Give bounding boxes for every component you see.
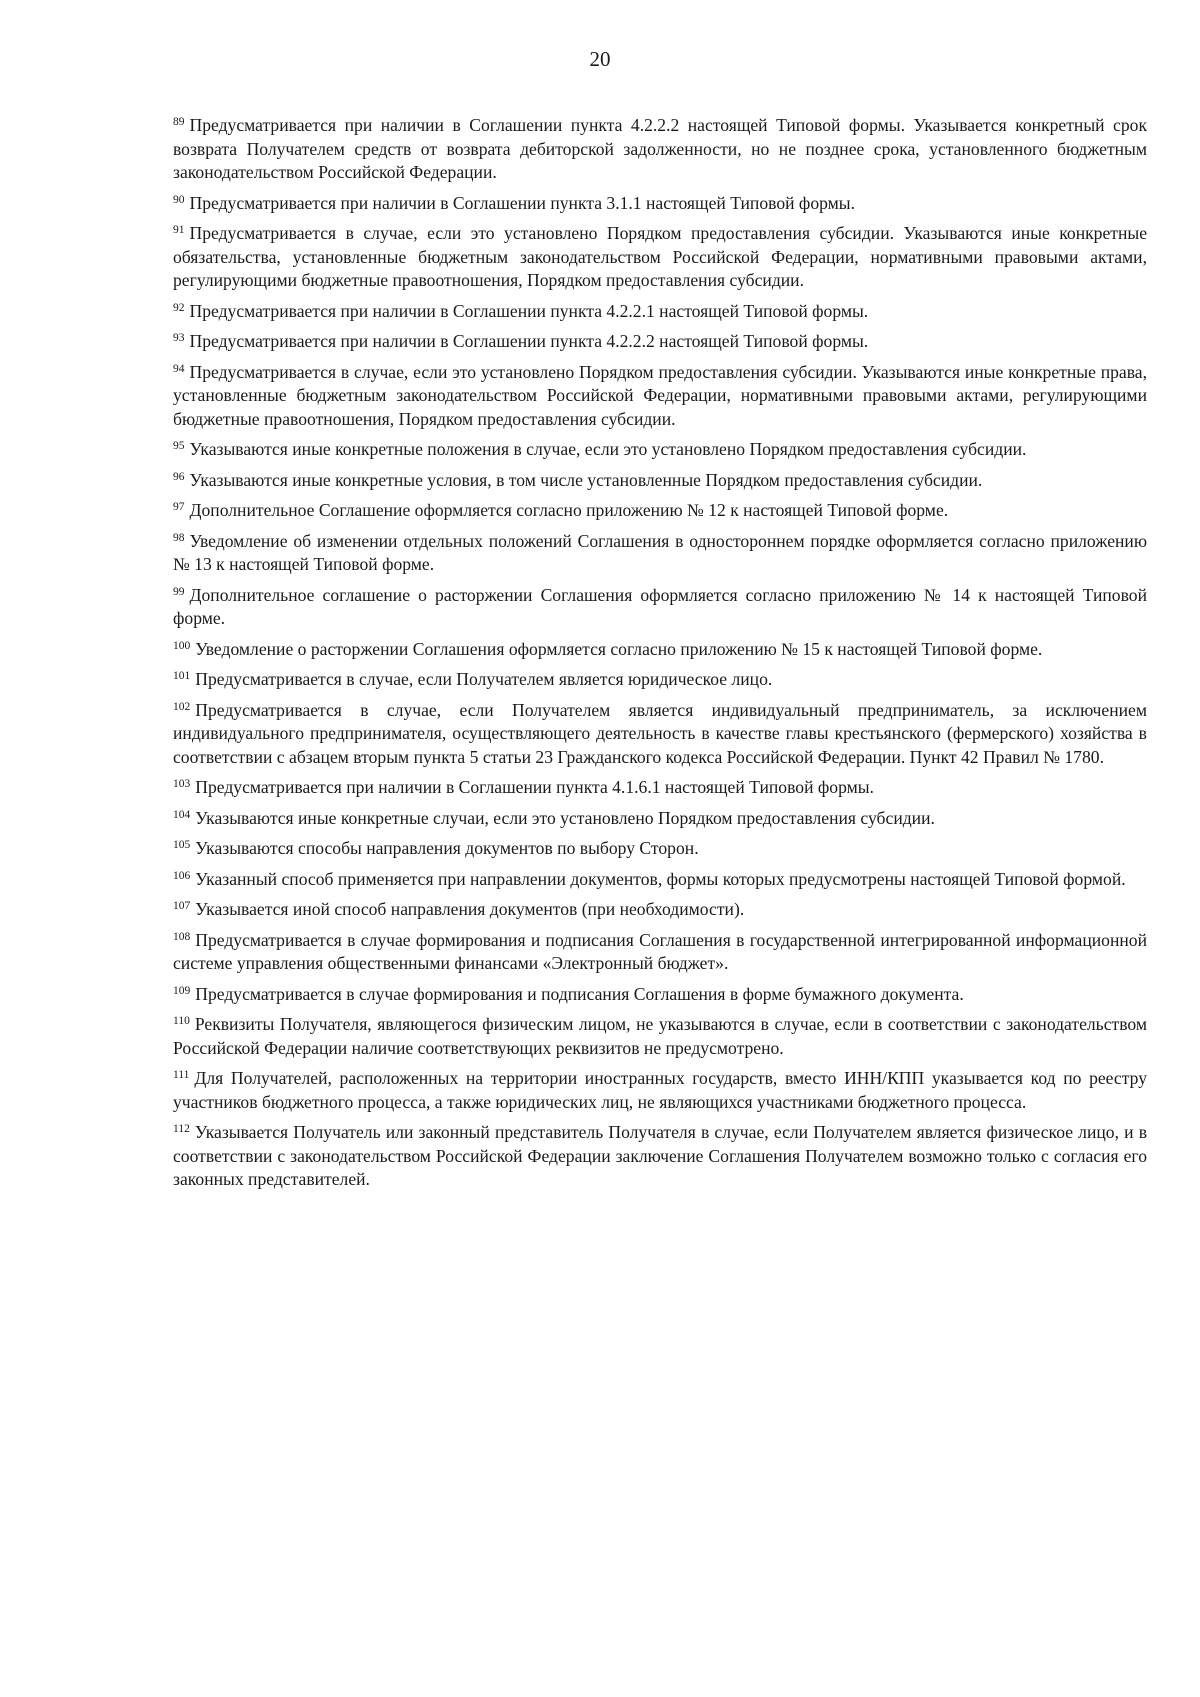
footnote-number: 106 (173, 869, 191, 882)
footnote-text: Дополнительное соглашение о расторжении Соглашения оформляется согласно приложению № 14 к настоящей Типовой форме. (173, 584, 1147, 628)
footnote-101 (173, 668, 1147, 692)
footnote-text: Уведомление о расторжении Соглашения оформляется согласно приложению № 15 к настоящей Типовой форме. (195, 638, 1043, 659)
footnote-number: 90 (173, 193, 185, 206)
footnote-text: Предусматривается в случае, если это установлено Порядком предоставления субсидии. Указываются иные конкретные права, установленные бюджетным законодательством Российской Федерации, нормативными правовыми актами, регулирующими бюджетные правоотношения, Порядком предоставления субсидии. (173, 361, 1147, 429)
footnote-text: Указываются способы направления документов по выбору Сторон. (195, 838, 699, 858)
footnote-text: Предусматривается в случае, если это установлено Порядком предоставления субсидии. Указываются иные конкретные обязательства, установленные бюджетным законодательством Российской Федерации, нормативными правовыми актами, регулирующими бюджетные правоотношения, Порядком предоставления субсидии. (173, 223, 1147, 290)
footnote-text: Предусматривается при наличии в Соглашении пункта 4.2.2.2 настоящей Типовой формы. Указывается конкретный срок возврата Получателем средств от возврата дебиторской задолженности, но не позднее срока, установленного бюджетным законодательством Российской Федерации. (173, 115, 1147, 182)
footnote-108 (173, 929, 1147, 976)
footnote-number: 109 (173, 984, 191, 997)
footnote-text: Предусматривается при наличии в Соглашении пункта 3.1.1 настоящей Типовой формы. (189, 192, 856, 213)
footnote-number: 97 (173, 501, 185, 513)
footnote-100 (173, 638, 1147, 662)
footnote-number: 105 (173, 839, 191, 851)
footnote-92 (173, 300, 1147, 324)
footnote-90 (173, 192, 1147, 216)
footnote-96 (173, 469, 1147, 493)
footnote-text: Указываются иные конкретные положения в случае, если это установлено Порядком предоставления субсидии. (189, 439, 1027, 459)
footnote-text: Указанный способ применяется при направлении документов, формы которых предусмотрены настоящей Типовой формой. (195, 868, 1126, 889)
footnote-text: Указываются иные конкретные случаи, если это установлено Порядком предоставления субсидии. (195, 807, 935, 828)
footnote-number: 101 (173, 670, 191, 682)
footnote-text: Дополнительное Соглашение оформляется согласно приложению № 12 к настоящей Типовой форме. (189, 500, 949, 520)
footnote-number: 104 (173, 808, 191, 821)
footnote-number: 102 (173, 700, 191, 713)
footnote-text: Предусматривается при наличии в Соглашении пункта 4.2.2.2 настоящей Типовой формы. (189, 331, 869, 351)
footnote-text: Предусматривается в случае, если Получателем является юридическое лицо. (195, 669, 773, 689)
footnote-91 (173, 222, 1147, 293)
footnote-number: 95 (173, 440, 185, 452)
footnote-97 (173, 499, 1147, 523)
footnote-number: 107 (173, 900, 191, 912)
footnote-text: Указывается иной способ направления документов (при необходимости). (195, 899, 745, 919)
footnote-text: Предусматривается в случае, если Получателем является индивидуальный предприниматель, за исключением индивидуального предпринимателя, осуществляющего деятельность в качестве главы крестьянского (фермерского) хозяйства в соответствии с абзацем вторым пункта 5 статьи 23 Гражданского кодекса Российской Федерации. Пункт 42 Правил № 1780. (173, 699, 1147, 767)
footnote-103 (173, 776, 1147, 800)
footnote-104 (173, 807, 1147, 831)
footnote-number: 89 (173, 116, 185, 128)
footnote-102 (173, 699, 1147, 770)
footnote-94 (173, 361, 1147, 432)
footnote-98 (173, 530, 1147, 577)
footnote-110 (173, 1013, 1147, 1060)
footnote-number: 112 (173, 1123, 190, 1135)
footnote-number: 100 (173, 639, 191, 652)
footnote-number: 94 (173, 362, 185, 375)
footnote-number: 91 (173, 224, 185, 236)
footnote-number: 108 (173, 930, 191, 943)
footnote-93 (173, 330, 1147, 354)
footnote-text: Уведомление об изменении отдельных положений Соглашения в одностороннем порядке оформляется согласно приложению № 13 к настоящей Типовой форме. (173, 530, 1147, 574)
footnote-text: Для Получателей, расположенных на территории иностранных государств, вместо ИНН/КПП указывается код по реестру участников бюджетного процесса, а также юридических лиц, не являющихся участниками бюджетного процесса. (173, 1068, 1147, 1112)
footnote-number: 111 (173, 1069, 190, 1081)
footnote-105 (173, 837, 1147, 861)
footnote-99 (173, 584, 1147, 631)
footnote-number: 93 (173, 332, 185, 344)
footnotes-list (173, 114, 1147, 1199)
footnote-111 (173, 1067, 1147, 1114)
page-number: 20 (589, 47, 611, 71)
footnote-text: Предусматривается в случае формирования и подписания Соглашения в государственной интегрированной информационной системе управления общественными финансами «Электронный бюджет». (173, 929, 1147, 973)
footnote-text: Предусматривается при наличии в Соглашении пункта 4.2.2.1 настоящей Типовой формы. (189, 300, 869, 321)
footnote-number: 99 (173, 585, 185, 598)
footnote-text: Предусматривается при наличии в Соглашении пункта 4.1.6.1 настоящей Типовой формы. (195, 777, 874, 797)
footnote-112 (173, 1121, 1147, 1192)
footnote-number: 92 (173, 301, 185, 314)
footnote-number: 110 (173, 1015, 190, 1027)
footnote-number: 103 (173, 778, 191, 790)
footnote-109 (173, 983, 1147, 1007)
footnote-95 (173, 438, 1147, 462)
footnote-number: 96 (173, 470, 185, 483)
footnote-text: Реквизиты Получателя, являющегося физическим лицом, не указываются в случае, если в соответствии с законодательством Российской Федерации наличие соответствующих реквизитов не предусмотрено. (173, 1014, 1147, 1058)
footnote-number: 98 (173, 531, 185, 544)
footnote-text: Указываются иные конкретные условия, в том числе установленные Порядком предоставления субсидии. (189, 469, 983, 490)
footnote-107 (173, 898, 1147, 922)
footnote-106 (173, 868, 1147, 892)
footnote-text: Указывается Получатель или законный представитель Получателя в случае, если Получателем является физическое лицо, и в соответствии с законодательством Российской Федерации заключение Соглашения Получателем возможно только с согласия его законных представителей. (173, 1122, 1147, 1189)
footnote-text: Предусматривается в случае формирования и подписания Соглашения в форме бумажного документа. (195, 983, 964, 1004)
footnote-89 (173, 114, 1147, 185)
